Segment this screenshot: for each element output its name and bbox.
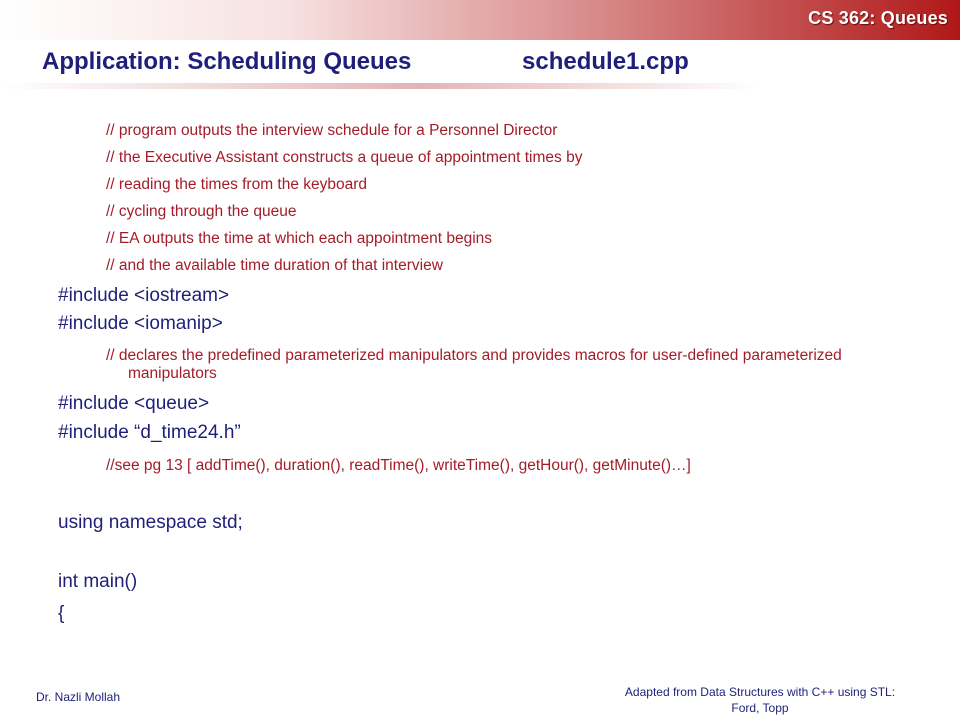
code-include-queue: #include <queue> (58, 393, 210, 414)
code-include-iomanip: #include <iomanip> (58, 313, 223, 334)
code-comment: // EA outputs the time at which each appointment begins (106, 230, 493, 247)
code-comment: // program outputs the interview schedule for a Personnel Director (106, 122, 558, 139)
code-brace: { (58, 603, 65, 624)
footer-credit-line2: Ford, Topp (731, 701, 789, 715)
code-using: using namespace std; (58, 512, 243, 533)
code-comment: // cycling through the queue (106, 203, 297, 220)
title-text: Application: Scheduling Queues (42, 48, 412, 75)
code-comment-iomanip: // declares the predefined parameterized manipulators and provides macros for user-defined parameterized manipulators (106, 347, 842, 382)
code-include-time: #include “d_time24.h” (58, 422, 241, 443)
footer-credit-line1: Adapted from Data Structures with C++ using STL: (624, 685, 896, 699)
header-bar (0, 0, 960, 40)
footer-credit (600, 684, 920, 716)
course-label: CS 362: Queues (808, 8, 948, 28)
code-main: int main() (58, 571, 138, 592)
code-comment-time: //see pg 13 [ addTime(), duration(), readTime(), writeTime(), getHour(), getMinute()…] (106, 457, 691, 474)
title-filename: schedule1.cpp (522, 48, 689, 75)
slide-title (42, 42, 922, 82)
code-include-iostream: #include <iostream> (58, 285, 230, 306)
code-comment: // reading the times from the keyboard (106, 176, 368, 193)
code-comment: // the Executive Assistant constructs a queue of appointment times by (106, 149, 583, 166)
footer-author: Dr. Nazli Mollah (36, 690, 121, 704)
code-comment: // and the available time duration of that interview (106, 257, 443, 274)
title-underline (0, 83, 760, 89)
